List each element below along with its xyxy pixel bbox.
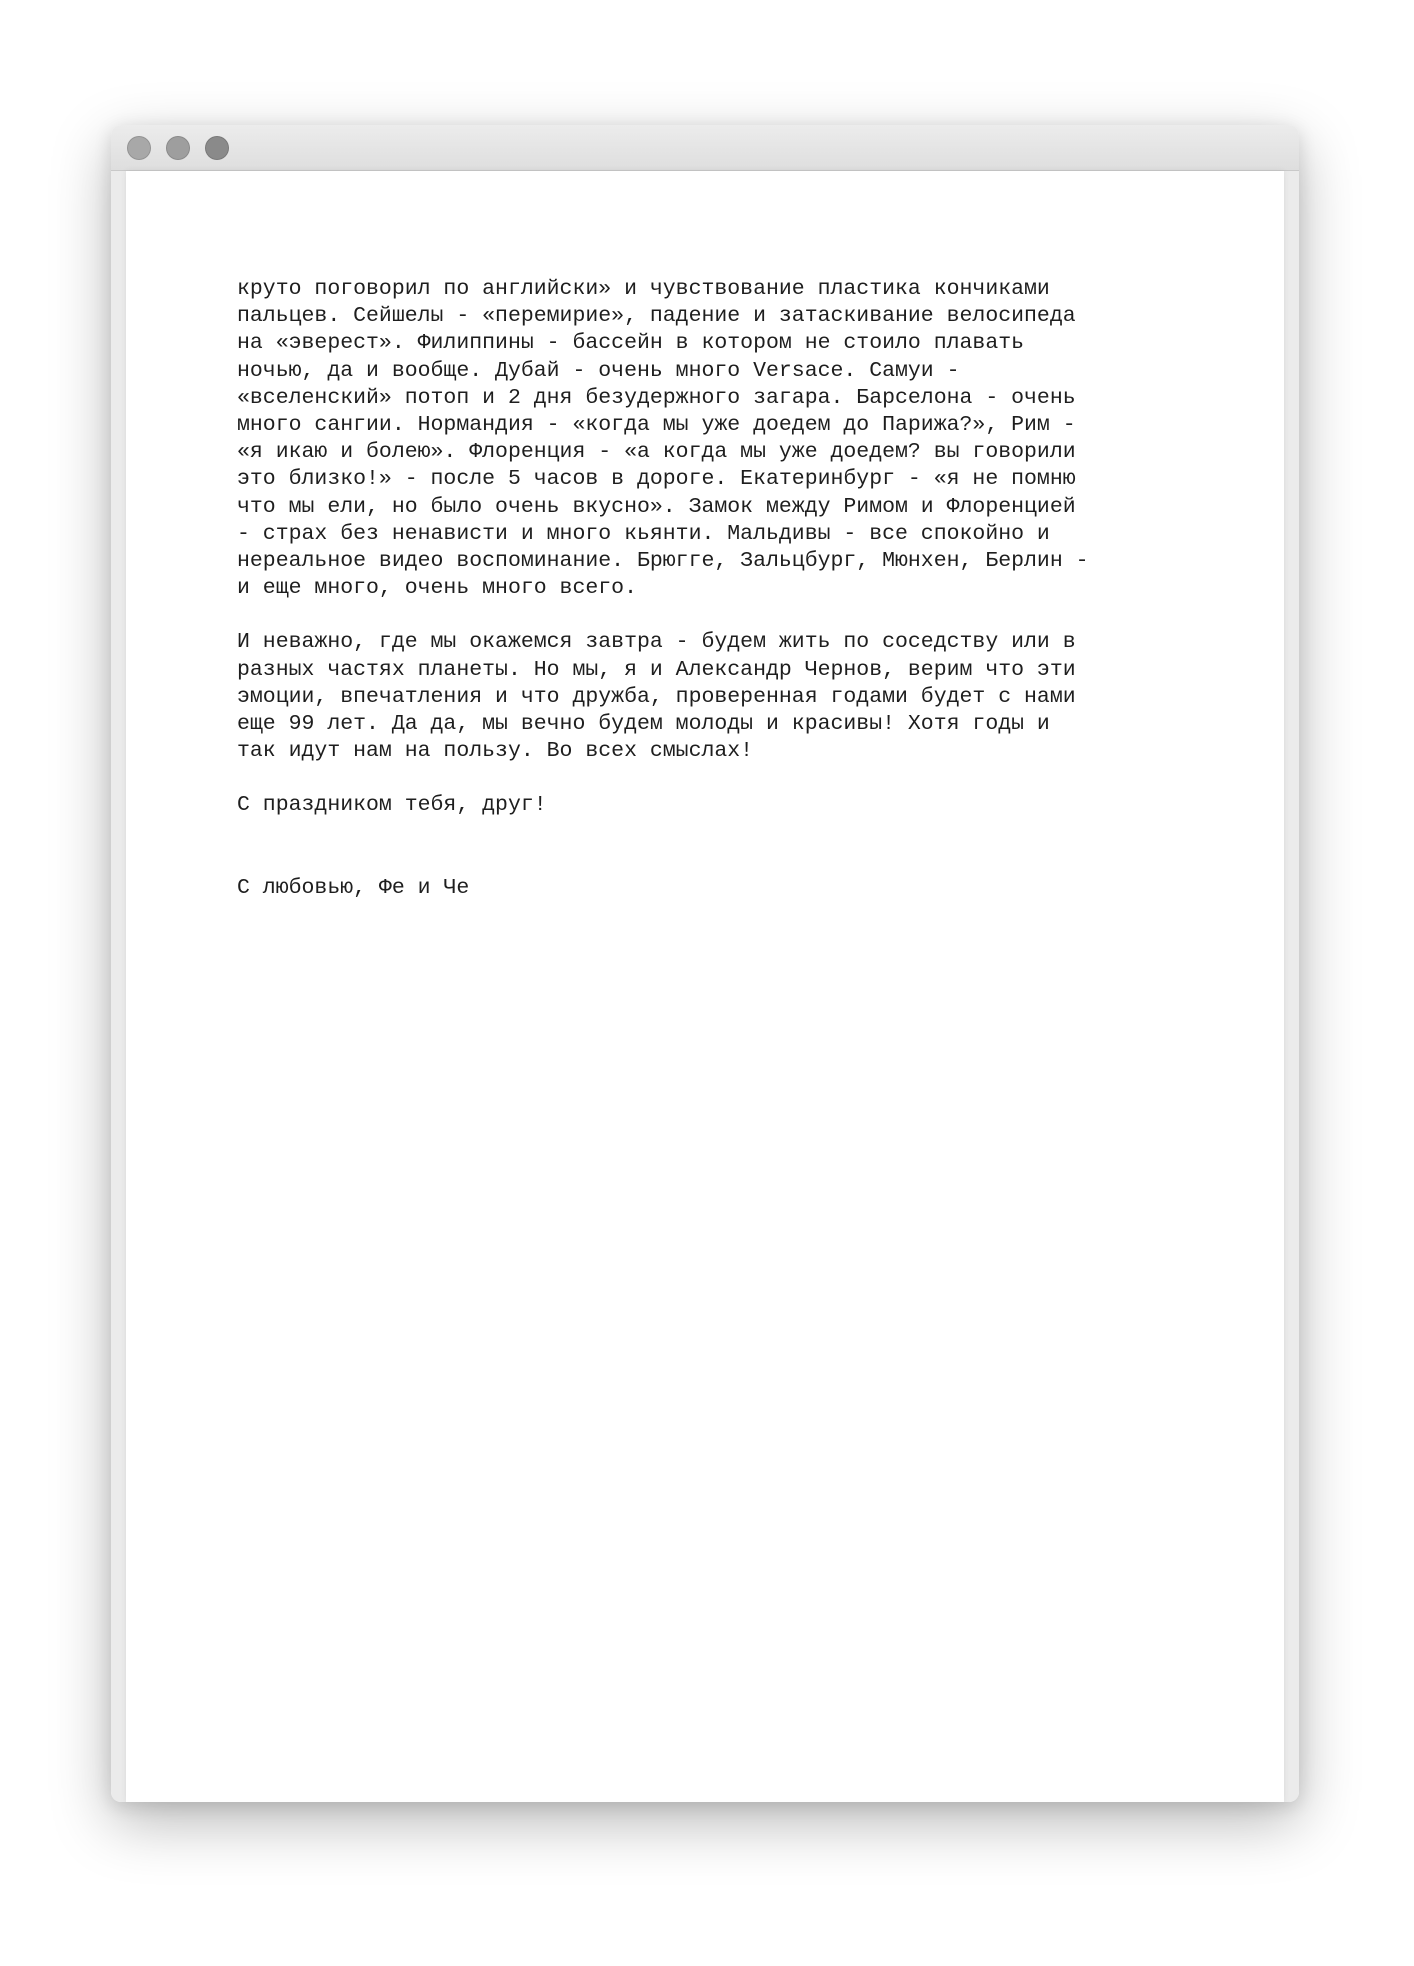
minimize-window-button[interactable] bbox=[166, 136, 190, 160]
paragraph-greeting: С праздником тебя, друг! bbox=[237, 793, 547, 818]
signature: С любовью, Фе и Че bbox=[237, 875, 470, 900]
close-window-button[interactable] bbox=[127, 136, 151, 160]
window-titlebar[interactable] bbox=[111, 125, 1299, 171]
document-text bbox=[237, 276, 1167, 923]
paragraph-travels: круто поговорил по английски» и чувствование пластика кончиками пальцев. Сейшелы - «перемирие», падение и затаскивание велосипеда на «эверест». Филиппины - бассейн в котором не стоило плавать ночью, да и вообще. Дубай - очень много Versace. Самуи - «вселенский» потоп и 2 дня безудержного загара. Барселона - очень много сангии. Нормандия - «когда мы уже доедем до Парижа?», Рим - «я икаю и болею». Флоренция - «а когда мы уже доедем? вы говорили это близко!» - после 5 часов в дороге. Екатеринбург - «я не помню что мы ели, но было очень вкусно». Замок между Римом и Флоренцией - страх без ненависти и много кьянти. Мальдивы - все спокойно и нереальное видео воспоминание. Брюгге, Зальцбург, Мюнхен, Берлин - и еще много, очень много всего. bbox=[237, 277, 1089, 601]
app-window bbox=[111, 125, 1299, 1802]
document-page bbox=[126, 171, 1284, 1802]
paragraph-friendship: И неважно, где мы окажемся завтра - будем жить по соседству или в разных частях планеты. Но мы, я и Александр Чернов, верим что эти эмоции, впечатления и что дружба, проверенная годами будет с нами еще 99 лет. Да да, мы вечно будем молоды и красивы! Хотя годы и так идут нам на пользу. Во всех смыслах! bbox=[237, 630, 1076, 764]
document-viewport[interactable] bbox=[111, 171, 1299, 1802]
zoom-window-button[interactable] bbox=[205, 136, 229, 160]
